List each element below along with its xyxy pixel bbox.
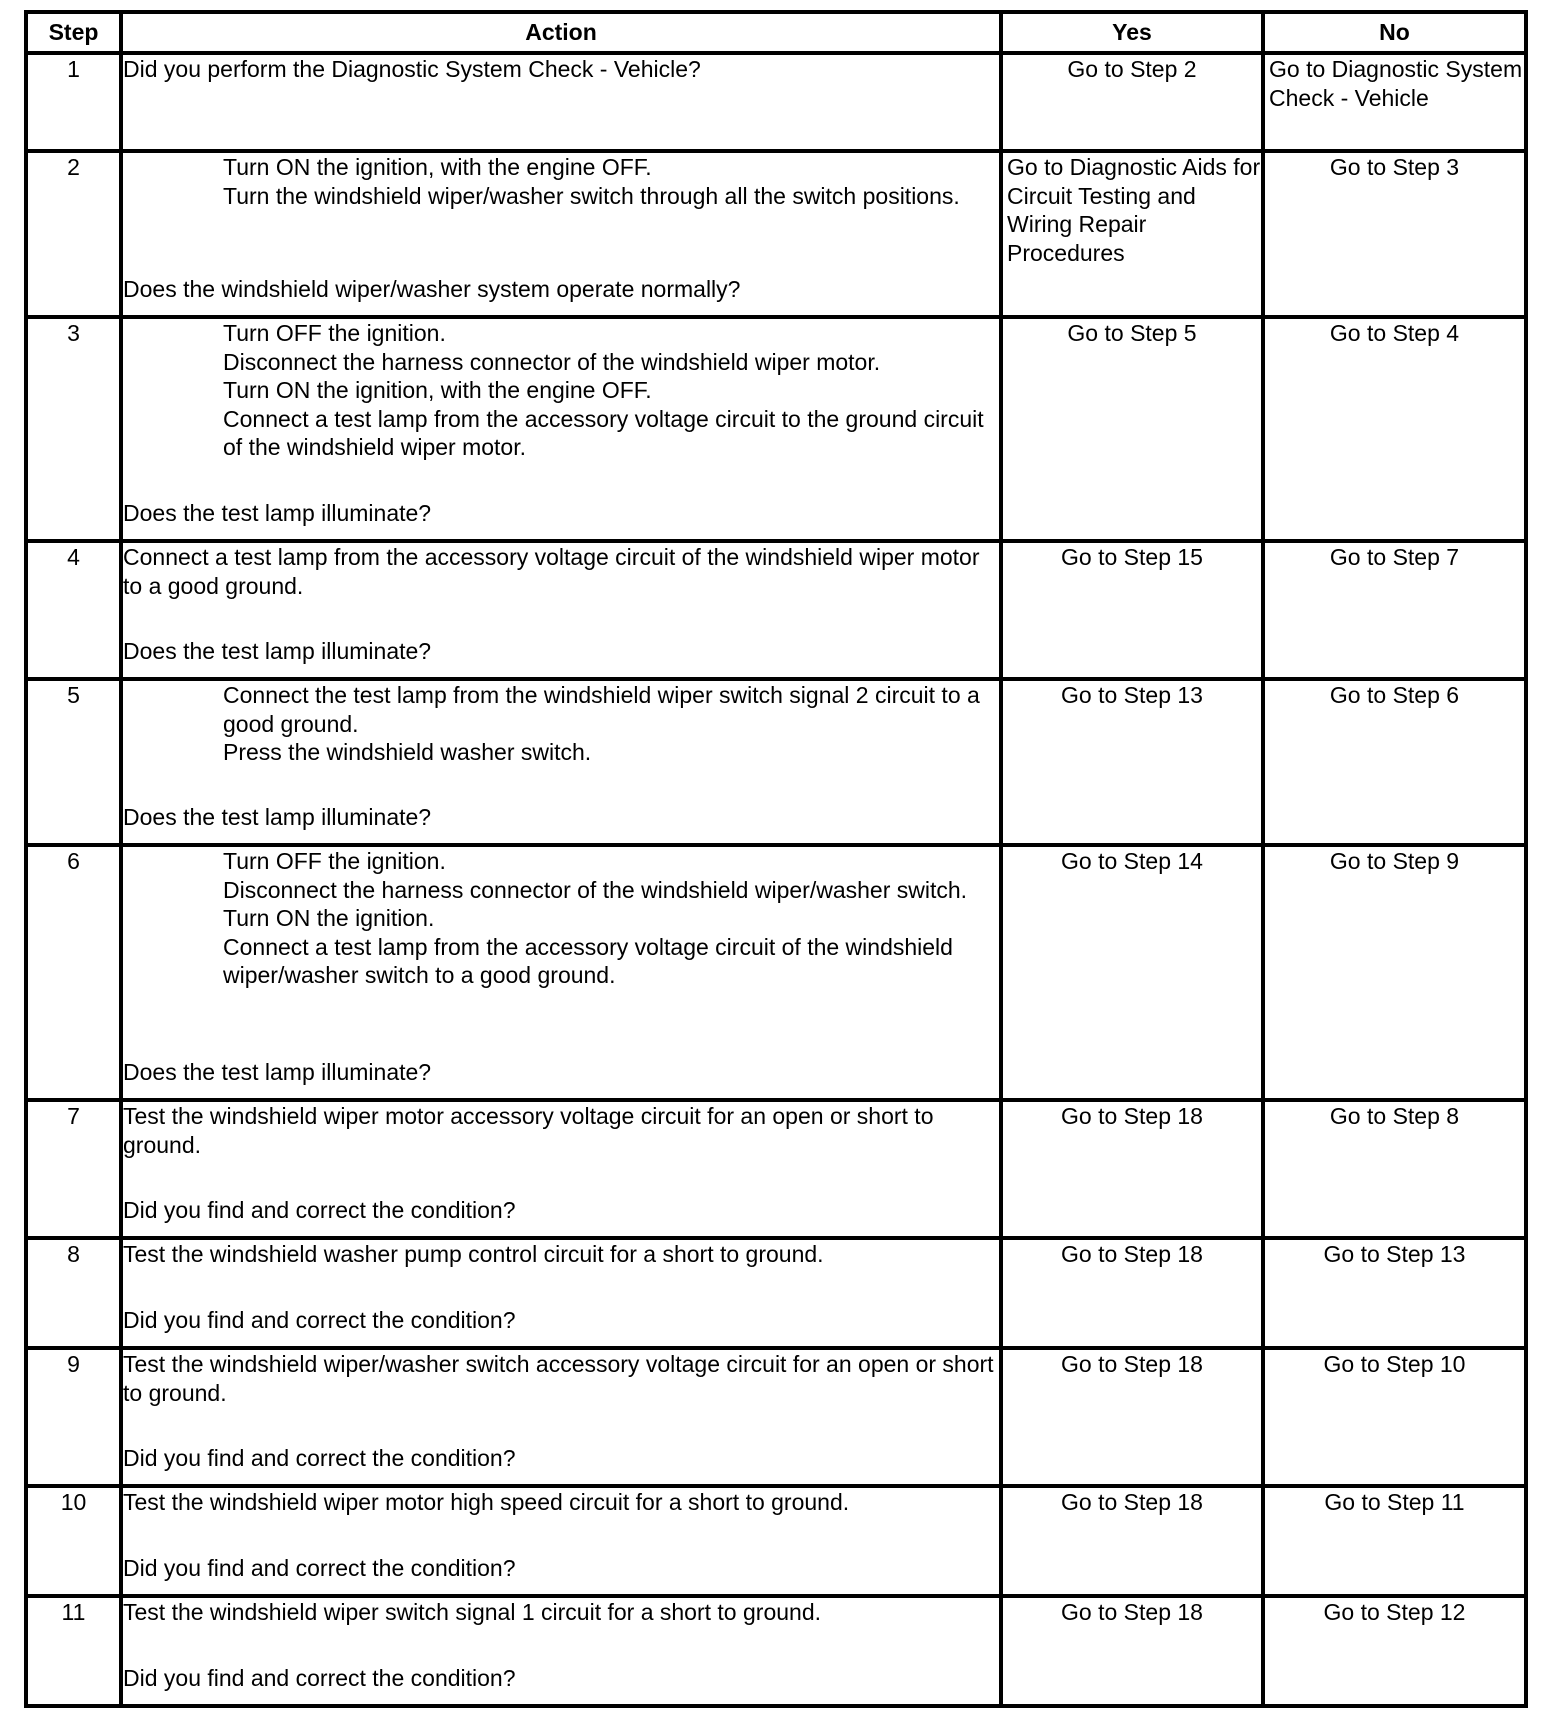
table-row <box>26 541 1526 679</box>
action-text: Test the windshield wiper motor accessory voltage circuit for an open or short to ground. <box>123 1103 934 1158</box>
action-steps-list <box>123 847 999 990</box>
action-question: Did you find and correct the condition? <box>123 1664 516 1691</box>
header-no: No <box>1263 12 1526 53</box>
no-cell: Go to Diagnostic System Check - Vehicle <box>1263 53 1526 151</box>
step-number: 9 <box>26 1348 121 1486</box>
action-cell <box>121 845 1001 1100</box>
step-number: 2 <box>26 151 121 317</box>
table-header-row <box>26 12 1526 53</box>
action-step-item: Turn ON the ignition. <box>223 905 435 931</box>
action-step-item: Connect a test lamp from the accessory voltage circuit of the windshield wiper/washer switch to a good ground. <box>223 933 953 988</box>
step-number: 8 <box>26 1238 121 1348</box>
table-row <box>26 53 1526 151</box>
table-row <box>26 1596 1526 1706</box>
action-cell <box>121 1486 1001 1596</box>
action-question: Did you find and correct the condition? <box>123 1306 516 1333</box>
action-text: Did you perform the Diagnostic System Check - Vehicle? <box>123 56 701 82</box>
yes-cell: Go to Step 13 <box>1001 679 1263 845</box>
action-cell <box>121 53 1001 151</box>
action-steps-list <box>123 153 999 210</box>
action-step-item: Turn ON the ignition, with the engine OFF. <box>223 377 652 403</box>
table-row <box>26 1348 1526 1486</box>
table-row <box>26 1100 1526 1238</box>
action-step-item: Turn OFF the ignition. <box>223 320 446 346</box>
action-question: Does the test lamp illuminate? <box>123 1058 432 1085</box>
table-row <box>26 1486 1526 1596</box>
table-row <box>26 845 1526 1100</box>
action-step-item: Connect a test lamp from the accessory voltage circuit to the ground circuit of the windshield wiper motor. <box>223 405 984 460</box>
table-row <box>26 317 1526 541</box>
action-step-item: Disconnect the harness connector of the windshield wiper motor. <box>223 348 881 375</box>
no-cell: Go to Step 11 <box>1263 1486 1526 1596</box>
diagnostic-table <box>24 10 1528 1708</box>
action-question: Does the test lamp illuminate? <box>123 499 432 526</box>
header-step: Step <box>26 12 121 53</box>
step-number: 7 <box>26 1100 121 1238</box>
yes-cell: Go to Step 15 <box>1001 541 1263 679</box>
action-cell <box>121 541 1001 679</box>
action-cell <box>121 679 1001 845</box>
no-cell: Go to Step 7 <box>1263 541 1526 679</box>
yes-cell: Go to Step 14 <box>1001 845 1263 1100</box>
yes-cell: Go to Step 18 <box>1001 1486 1263 1596</box>
action-cell <box>121 1100 1001 1238</box>
yes-cell: Go to Step 18 <box>1001 1238 1263 1348</box>
action-question: Did you find and correct the condition? <box>123 1444 516 1471</box>
step-number: 10 <box>26 1486 121 1596</box>
action-question: Does the test lamp illuminate? <box>123 637 432 664</box>
table-row <box>26 1238 1526 1348</box>
action-question: Did you find and correct the condition? <box>123 1196 516 1223</box>
action-step-item: Turn ON the ignition, with the engine OFF. <box>223 154 652 180</box>
action-step-item: Disconnect the harness connector of the windshield wiper/washer switch. <box>223 876 968 903</box>
yes-cell: Go to Diagnostic Aids for Circuit Testing and Wiring Repair Procedures <box>1001 151 1263 317</box>
no-cell: Go to Step 4 <box>1263 317 1526 541</box>
action-cell <box>121 1348 1001 1486</box>
yes-cell: Go to Step 18 <box>1001 1596 1263 1706</box>
no-cell: Go to Step 9 <box>1263 845 1526 1100</box>
action-text: Test the windshield wiper motor high speed circuit for a short to ground. <box>123 1489 850 1515</box>
action-step-item: Turn OFF the ignition. <box>223 848 446 874</box>
yes-cell: Go to Step 18 <box>1001 1100 1263 1238</box>
no-cell: Go to Step 3 <box>1263 151 1526 317</box>
action-steps-list <box>123 681 999 767</box>
action-question: Does the test lamp illuminate? <box>123 803 432 830</box>
table-row <box>26 151 1526 317</box>
step-number: 11 <box>26 1596 121 1706</box>
step-number: 3 <box>26 317 121 541</box>
no-cell: Go to Step 6 <box>1263 679 1526 845</box>
action-text: Test the windshield washer pump control circuit for a short to ground. <box>123 1241 824 1267</box>
yes-cell: Go to Step 2 <box>1001 53 1263 151</box>
action-question: Does the windshield wiper/washer system operate normally? <box>123 275 741 302</box>
action-step-item: Press the windshield washer switch. <box>223 739 592 765</box>
header-action: Action <box>121 12 1001 53</box>
step-number: 6 <box>26 845 121 1100</box>
no-cell: Go to Step 10 <box>1263 1348 1526 1486</box>
step-number: 4 <box>26 541 121 679</box>
step-number: 1 <box>26 53 121 151</box>
yes-cell: Go to Step 18 <box>1001 1348 1263 1486</box>
table-row <box>26 679 1526 845</box>
action-question: Did you find and correct the condition? <box>123 1554 516 1581</box>
yes-cell: Go to Step 5 <box>1001 317 1263 541</box>
action-cell <box>121 1238 1001 1348</box>
action-text: Test the windshield wiper/washer switch accessory voltage circuit for an open or short to ground. <box>123 1351 994 1406</box>
action-steps-list <box>123 319 999 462</box>
header-yes: Yes <box>1001 12 1263 53</box>
action-text: Connect a test lamp from the accessory voltage circuit of the windshield wiper motor to a good ground. <box>123 544 980 599</box>
action-cell <box>121 151 1001 317</box>
step-number: 5 <box>26 679 121 845</box>
action-step-item: Turn the windshield wiper/washer switch through all the switch positions. <box>223 182 960 209</box>
no-cell: Go to Step 8 <box>1263 1100 1526 1238</box>
no-cell: Go to Step 13 <box>1263 1238 1526 1348</box>
action-step-item: Connect the test lamp from the windshield wiper switch signal 2 circuit to a good ground. <box>223 682 980 737</box>
action-cell <box>121 317 1001 541</box>
no-cell: Go to Step 12 <box>1263 1596 1526 1706</box>
action-cell <box>121 1596 1001 1706</box>
action-text: Test the windshield wiper switch signal 1 circuit for a short to ground. <box>123 1599 821 1625</box>
